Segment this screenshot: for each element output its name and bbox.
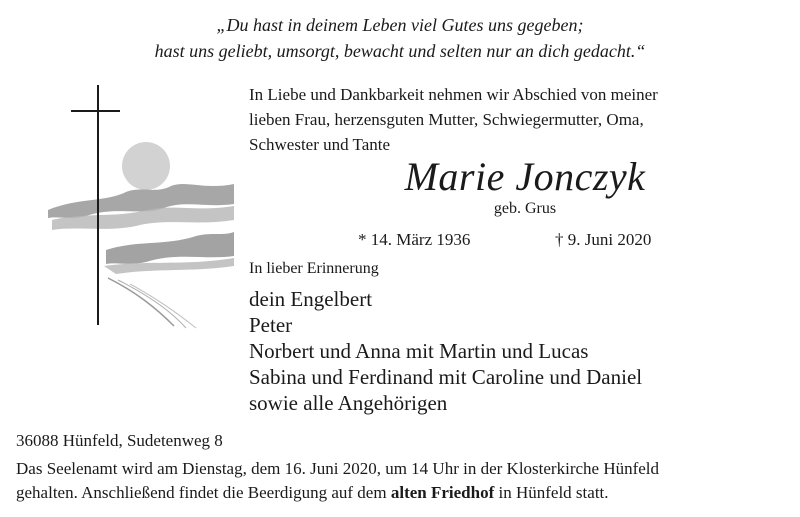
mourner: Sabina und Ferdinand mit Caroline und Daniel (249, 365, 643, 389)
intro-line-3: Schwester und Tante (249, 135, 391, 154)
memory-label: In lieber Erinnerung (249, 260, 379, 277)
cross-landscape-icon (46, 80, 236, 330)
mourner: Norbert und Anna mit Martin und Lucas (249, 339, 589, 363)
mourner: Peter (249, 313, 293, 337)
cemetery-name: alten Friedhof (390, 483, 495, 502)
intro-line-2: lieben Frau, herzensguten Mutter, Schwiegermutter, Oma, (249, 110, 644, 129)
service-line-1: Das Seelenamt wird am Dienstag, dem 16. Juni 2020, um 14 Uhr in der Klosterkirche Hünfeld (16, 459, 660, 478)
death-date: † 9. Juni 2020 (555, 230, 652, 249)
quote-line-2: hast uns geliebt, umsorgt, bewacht und selten nur an dich gedacht.“ (154, 41, 646, 61)
mourner: sowie alle Angehörigen (249, 391, 448, 415)
mourners-list (249, 286, 642, 416)
service-text-end: in Hünfeld statt. (494, 483, 609, 502)
deceased-name: Marie Jonczyk (404, 154, 646, 199)
address: 36088 Hünfeld, Sudetenweg 8 (16, 431, 223, 450)
service-text: gehalten. Anschließend findet die Beerdigung auf dem (16, 483, 391, 502)
quote-line-1: „Du hast in deinem Leben viel Gutes uns gegeben; (216, 15, 584, 35)
mourner: dein Engelbert (249, 287, 373, 311)
intro-line-1: In Liebe und Dankbarkeit nehmen wir Abschied von meiner (249, 85, 658, 104)
service-line-2 (16, 481, 609, 505)
birth-date: * 14. März 1936 (358, 230, 471, 249)
birth-name: geb. Grus (493, 200, 557, 217)
